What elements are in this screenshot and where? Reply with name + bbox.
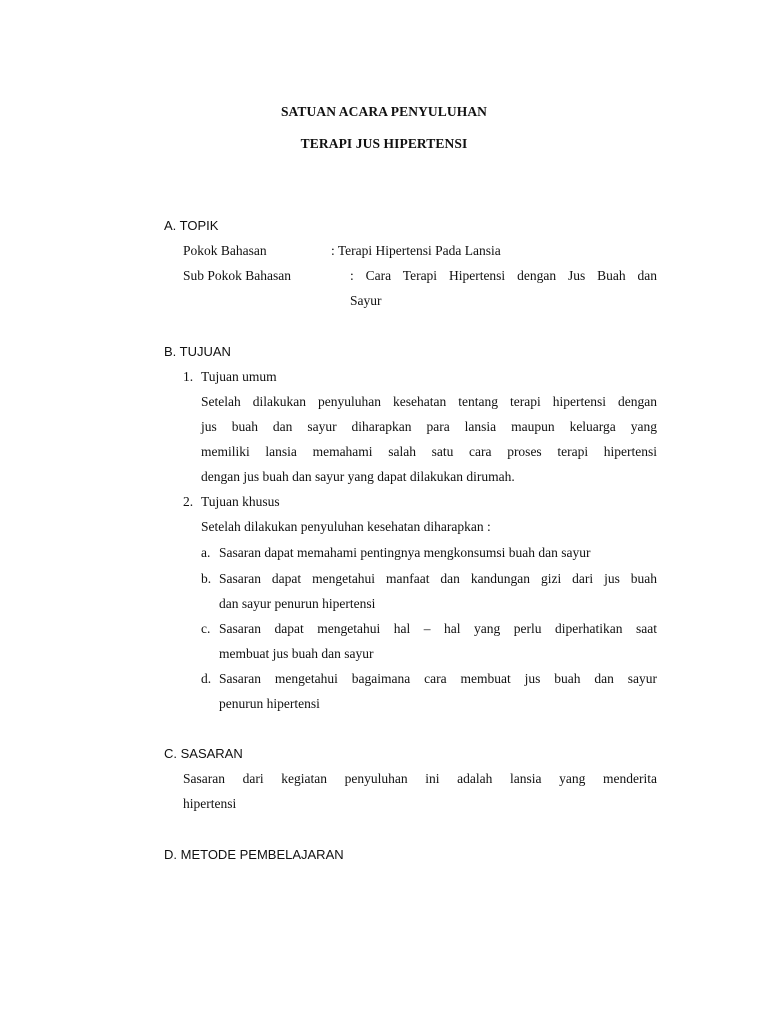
subitem-letter: b.: [201, 571, 212, 586]
document-subtitle: TERAPI JUS HIPERTENSI: [300, 136, 468, 151]
item1-number: 1.: [183, 369, 194, 384]
section-c-text-line: hipertensi: [183, 796, 237, 811]
sub-pokok-bahasan-label: Sub Pokok Bahasan: [183, 268, 291, 283]
section-d-heading: D. METODE PEMBELAJARAN: [164, 847, 344, 862]
subitem-letter: a.: [201, 545, 211, 560]
section-c-text-line: Sasaran dari kegiatan penyuluhan ini adalah lansia yang menderita: [183, 771, 657, 786]
pokok-bahasan-label: Pokok Bahasan: [183, 243, 267, 258]
subitem-text-line: Sasaran dapat mengetahui manfaat dan kandungan gizi dari jus buah: [219, 571, 657, 586]
item2-intro: Setelah dilakukan penyuluhan kesehatan diharapkan :: [201, 519, 491, 534]
item1-text-line: Setelah dilakukan penyuluhan kesehatan tentang terapi hipertensi dengan: [201, 394, 657, 409]
section-a-heading: A. TOPIK: [164, 218, 219, 233]
item1-text-line: dengan jus buah dan sayur yang dapat dilakukan dirumah.: [201, 469, 515, 484]
subitem-text-line: penurun hipertensi: [219, 696, 320, 711]
subitem-letter: c.: [201, 621, 211, 636]
pokok-bahasan-value: : Terapi Hipertensi Pada Lansia: [331, 243, 501, 258]
document-title: SATUAN ACARA PENYULUHAN: [280, 104, 488, 119]
subitem-text-line: membuat jus buah dan sayur: [219, 646, 374, 661]
item2-label: Tujuan khusus: [201, 494, 280, 509]
section-b-heading: B. TUJUAN: [164, 344, 231, 359]
subitem-text-line: dan sayur penurun hipertensi: [219, 596, 376, 611]
item1-text-line: jus buah dan sayur diharapkan para lansia maupun keluarga yang: [201, 419, 657, 434]
subitem-letter: d.: [201, 671, 212, 686]
item2-number: 2.: [183, 494, 194, 509]
subitem-text-line: Sasaran dapat memahami pentingnya mengkonsumsi buah dan sayur: [219, 545, 591, 560]
item1-text-line: memiliki lansia memahami salah satu cara proses terapi hipertensi: [201, 444, 657, 459]
section-c-heading: C. SASARAN: [164, 746, 243, 761]
sub-pokok-bahasan-value-line1: : Cara Terapi Hipertensi dengan Jus Buah dan: [350, 268, 657, 283]
subitem-text-line: Sasaran mengetahui bagaimana cara membuat jus buah dan sayur: [219, 671, 657, 686]
item1-label: Tujuan umum: [201, 369, 277, 384]
sub-pokok-bahasan-value-line2: Sayur: [350, 293, 382, 308]
subitem-text-line: Sasaran dapat mengetahui hal – hal yang perlu diperhatikan saat: [219, 621, 657, 636]
